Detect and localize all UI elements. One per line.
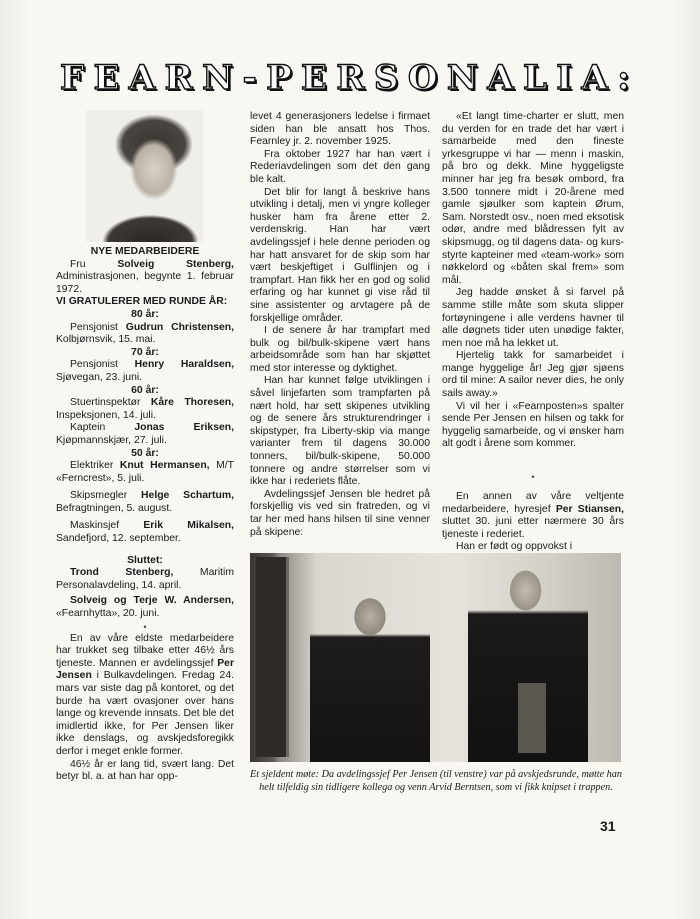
separator-dot: • — [143, 621, 147, 632]
title-letter: R — [164, 58, 193, 98]
quote-paragraph: «Et langt time-charter er slutt, men du verden for en trade det har vært i samarbeide med den fineste yrkesgruppe vi har — menn i maskin, på bro og dekk. Mine hyggeligste minner har jeg fra besøk ombord, fra 3.500 tonnere midt i 20-årene med gamle sjøulker som kaptein Ørum, Sam. Norstedt osv., noen med eksotisk odør, andre med blådressen fylt av skipsmugg, og til dagens data- og kurs-styrte kapteiner med «team-work» som nøkkelord og «båten skal frem» som mål. — [442, 111, 624, 286]
new-employees-heading: NYE MEDARBEIDERE — [90, 246, 200, 257]
text: Inspeksjonen, 14. juli. — [56, 409, 156, 421]
article-paragraph — [56, 633, 234, 759]
text: Kjøpmannskjær, 27. juli. — [56, 434, 167, 446]
photo-door — [256, 557, 289, 757]
separator-dot: • — [531, 472, 535, 483]
text: Stuertinspektør — [70, 397, 151, 409]
spacer — [442, 451, 624, 471]
photo-briefcase — [518, 683, 546, 753]
title-letter: R — [336, 58, 365, 98]
article-paragraph: Avdelingssjef Jensen ble hedret på forskjellig vis ved sin fratreden, og vi tar her med hans hilsen til sine venner på skipene: — [250, 488, 430, 538]
text: M/T «Ferncrest», 5. juli. — [56, 460, 235, 484]
title-letter: A — [581, 58, 608, 98]
page-title — [60, 58, 630, 98]
congratulations-heading: VI GRATULERER MED RUNDE ÅR: — [56, 296, 228, 308]
title-letter: P — [266, 58, 292, 98]
text: En av våre eldste medarbeidere har trukket seg tilbake etter 46½ års tjeneste. Mannen er avdelingssjef — [56, 632, 234, 669]
text: Befragtningen, 5. august. — [56, 502, 173, 514]
age-heading-70: 70 år: — [131, 346, 159, 358]
article-paragraph: Vi vil her i «Fearnposten»s spalter sende Per Jensen en hilsen og takk for hyggelig samarbeide, og vi ønsker ham alt godt i årene som kommer. — [442, 400, 624, 450]
person-name: Gudrun Christensen, — [125, 321, 235, 333]
person-name: Henry Haraldsen, — [134, 359, 234, 371]
birthday-entry — [56, 397, 234, 422]
text: Maskinsjef — [70, 520, 144, 532]
person-name: Trond Stenberg, — [70, 567, 174, 579]
age-heading-80: 80 år: — [131, 308, 159, 320]
article-paragraph: Han har kunnet følge utviklingen i såvel linjefarten som trampfarten på nært hold, har sett skipenes utvikling og de senere års strukturendringer i skipstyper, fra Liberty-skip via mange varianter frem til dagens 30.000 tonners, bil/bulk-skipene, 50.000 tonnere og andre størrelser som vi ikke har i rederiets flåte. — [250, 375, 430, 488]
age-heading-60: 60 år: — [131, 384, 159, 396]
text: Sjøvegan, 23. juni. — [56, 371, 143, 383]
text: Pensjonist — [70, 321, 126, 333]
photo-caption: Et sjeldent møte: Da avdelingssjef Per Jensen (til venstre) var på avskjedsrunde, møtte han helt tilfeldig sin tidligere kollega og venn Arvid Berntsen, som vi fikk knipset i trappen. — [250, 769, 622, 793]
article-paragraph: Det blir for langt å beskrive hans utvikling i detalj, men vi yngre kolleger husker ham fra årene etter 2. verdenskrig. Han har vært avdelingssjef i hele denne perioden og har hatt ansvaret for de skip som har vært beskjeftiget i Gulflinjen og i trampfart. Han fikk her en god og solid erfaring og har kunnet gi vise råd til sine assistenter og arvtagere på de forskjellige områder. — [250, 186, 430, 324]
text: Skipsmegler — [70, 490, 142, 502]
person-name: Per Stiansen, — [555, 503, 624, 515]
column-2 — [250, 111, 430, 539]
article-paragraph: 46½ år er lang tid, svært lang. Det betyr bl. a. at han har opp- — [56, 758, 234, 783]
title-letter: - — [242, 58, 257, 98]
title-letter: F — [60, 58, 85, 98]
column-3 — [442, 111, 624, 554]
title-letter: N — [446, 58, 478, 98]
person-name: Kåre Thoresen, — [150, 397, 234, 409]
retired-entry — [56, 595, 234, 620]
page-number: 31 — [600, 818, 616, 834]
person-name: Solveig Stenberg, — [117, 258, 234, 270]
portrait-photo-solveig-stenberg — [86, 110, 203, 242]
text: Sandefjord, 12. september. — [56, 533, 181, 545]
article-paragraph: Fra oktober 1927 har han vært i Rederiavdelingen som det den gang ble kalt. — [250, 148, 430, 185]
text: Kaptein — [70, 422, 135, 434]
new-employee-entry — [56, 259, 234, 297]
person-name: Helge Schartum, — [141, 490, 234, 502]
age-heading-50: 50 år: — [131, 447, 159, 459]
photo-person-left — [310, 593, 430, 762]
birthday-entry — [56, 422, 234, 447]
text: Elektriker — [70, 460, 120, 472]
title-letter: A — [128, 58, 156, 98]
article-paragraph: levet 4 generasjoners ledelse i firmaet siden han ble ansatt hos Thos. Fearnley jr. 2. november 1925. — [250, 111, 430, 148]
spacer — [442, 483, 624, 491]
title-letter: L — [523, 58, 547, 98]
title-letter: N — [202, 58, 234, 98]
article-paragraph: Han er født og oppvokst i — [456, 541, 573, 553]
person-name: Erik Mikalsen, — [143, 520, 234, 532]
person-name: Solveig og Terje W. Andersen, — [70, 595, 234, 607]
title-letter: E — [301, 58, 327, 98]
title-letter: I — [556, 58, 573, 98]
retired-entry — [56, 567, 234, 592]
text: «Fearnhytta», 20. juni. — [56, 608, 160, 620]
text: Pensjonist — [70, 359, 135, 371]
text: Administrasjonen, begynte 1. februar 1972. — [56, 271, 234, 295]
text: Maritim Personalavdeling, 14. april. — [56, 567, 234, 591]
photo-two-men-on-stairs — [250, 553, 621, 762]
text: Kolbjørnsvik, 15. mai. — [56, 334, 156, 346]
birthday-entry — [56, 359, 234, 384]
title-letter: A — [487, 58, 514, 98]
text: i Bulkavdelingen. Fredag 24. mars var siste dag på kontoret, og det burde ha vært ovasjoner over hans lange og krevende innsats. Det ble det imidlertid ikke, for Per Jensen liker ikke denslags, og avskjedsforegikk derfor i meget enkle former. — [56, 670, 234, 757]
article-paragraph: I de senere år har trampfart med bulk og bil/bulk-skipene vært hans arbeidsområde som han har skjøttet med stor interesse og dyktighet. — [250, 325, 430, 374]
text: Fru — [70, 258, 118, 270]
article-paragraph — [442, 491, 624, 541]
text: En annen av våre veltjente medarbeidere, hyresjef — [442, 491, 624, 515]
text: sluttet 30. juni etter nærmere 30 års tjeneste i rederiet. — [442, 516, 624, 540]
title-letter: O — [407, 58, 438, 98]
person-name: Jonas Eriksen, — [134, 422, 234, 434]
birthday-entry — [56, 460, 234, 485]
birthday-entry — [56, 490, 234, 515]
title-letter: E — [93, 58, 120, 98]
birthday-entry — [56, 322, 234, 347]
title-letter: S — [373, 58, 399, 98]
title-letter: : — [617, 58, 630, 98]
column-1 — [56, 246, 234, 784]
quote-paragraph: Jeg hadde ønsket å si farvel på samme stille måte som skuta slipper fortøyningene i alle verdens havner til alle døgnets tider uten unødige fakter, men noe må ha lekket ut. — [442, 287, 624, 349]
person-name: Knut Hermansen, — [119, 460, 210, 472]
retired-heading: Sluttet: — [127, 554, 163, 566]
birthday-entry — [56, 520, 234, 545]
quote-paragraph: Hjertelig takk for samarbeidet i mange hyggelige år! Jeg gjør sjøens ord til mine: A sailor never dies, he only sails away.» — [442, 350, 624, 400]
person-name: Per Jensen — [56, 657, 234, 682]
